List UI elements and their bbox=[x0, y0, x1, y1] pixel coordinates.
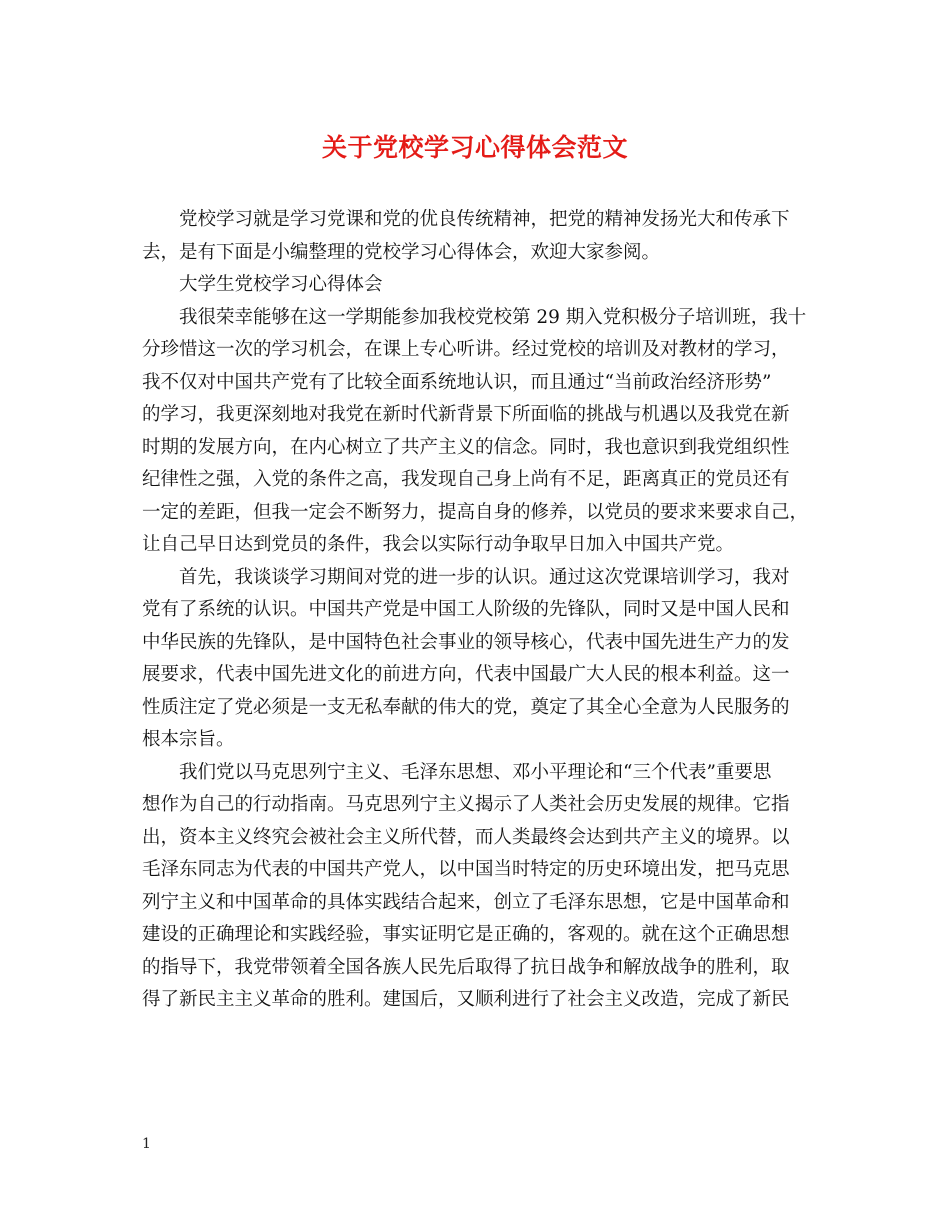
document-title: 关于党校学习心得体会范文 bbox=[321, 133, 628, 162]
paragraph-line: 一定的差距，但我一定会不断努力，提高自身的修养，以党员的要求来要求自己， bbox=[142, 501, 809, 523]
paragraph-line: 想作为自己的行动指南。马克思列宁主义揭示了人类社会历史发展的规律。它指 bbox=[142, 794, 790, 815]
section-heading: 大学生党校学习心得体会 bbox=[179, 274, 383, 295]
paragraph-line: 出，资本主义终究会被社会主义所代替，而人类最终会达到共产主义的境界。以 bbox=[142, 826, 790, 848]
paragraph-line: 我很荣幸能够在这一学期能参加我校党校第 29 期入党积极分子培训班，我十 bbox=[179, 306, 807, 328]
paragraph-line: 去，是有下面是小编整理的党校学习心得体会，欢迎大家参阅。 bbox=[142, 241, 661, 263]
paragraph-line: 党校学习就是学习党课和党的优良传统精神，把党的精神发扬光大和传承下 bbox=[179, 209, 790, 230]
paragraph-line: 党有了系统的认识。中国共产党是中国工人阶级的先锋队，同时又是中国人民和 bbox=[142, 599, 790, 620]
paragraph-line: 展要求，代表中国先进文化的前进方向，代表中国最广大人民的根本利益。这一 bbox=[142, 664, 790, 685]
paragraph-line: 中华民族的先锋队，是中国特色社会事业的领导核心，代表中国先进生产力的发 bbox=[142, 631, 790, 653]
paragraph-line: 性质注定了党必须是一支无私奉献的伟大的党，奠定了其全心全意为人民服务的 bbox=[142, 696, 790, 718]
paragraph-line: 得了新民主主义革命的胜利。建国后，又顺利进行了社会主义改造，完成了新民 bbox=[142, 989, 790, 1010]
paragraph-line: 分珍惜这一次的学习机会，在课上专心听讲。经过党校的培训及对教材的学习， bbox=[142, 339, 790, 360]
paragraph-line: 根本宗旨。 bbox=[142, 729, 235, 750]
paragraph-line: 我不仅对中国共产党有了比较全面系统地认识，而且通过“当前政治经济形势” bbox=[142, 371, 772, 393]
paragraph-line: 时期的发展方向，在内心树立了共产主义的信念。同时，我也意识到我党组织性 bbox=[142, 436, 790, 458]
paragraph-line: 的指导下，我党带领着全国各族人民先后取得了抗日战争和解放战争的胜利，取 bbox=[142, 956, 790, 978]
paragraph-line: 纪律性之强，入党的条件之高，我发现自己身上尚有不足，距离真正的党员还有 bbox=[142, 469, 790, 490]
paragraph-line: 首先，我谈谈学习期间对党的进一步的认识。通过这次党课培训学习，我对 bbox=[179, 566, 790, 588]
paragraph-line: 让自己早日达到党员的条件，我会以实际行动争取早日加入中国共产党。 bbox=[142, 534, 735, 555]
paragraph-line: 我们党以马克思列宁主义、毛泽东思想、邓小平理论和“三个代表”重要思 bbox=[179, 761, 772, 783]
page-number: 1 bbox=[142, 1136, 151, 1152]
paragraph-line: 毛泽东同志为代表的中国共产党人，以中国当时特定的历史环境出发，把马克思 bbox=[142, 859, 790, 880]
paragraph-line: 的学习，我更深刻地对我党在新时代新背景下所面临的挑战与机遇以及我党在新 bbox=[142, 404, 790, 425]
paragraph-line: 列宁主义和中国革命的具体实践结合起来，创立了毛泽东思想，它是中国革命和 bbox=[142, 891, 790, 913]
paragraph-line: 建设的正确理论和实践经验，事实证明它是正确的，客观的。就在这个正确思想 bbox=[142, 924, 790, 945]
document-body bbox=[142, 204, 810, 1017]
